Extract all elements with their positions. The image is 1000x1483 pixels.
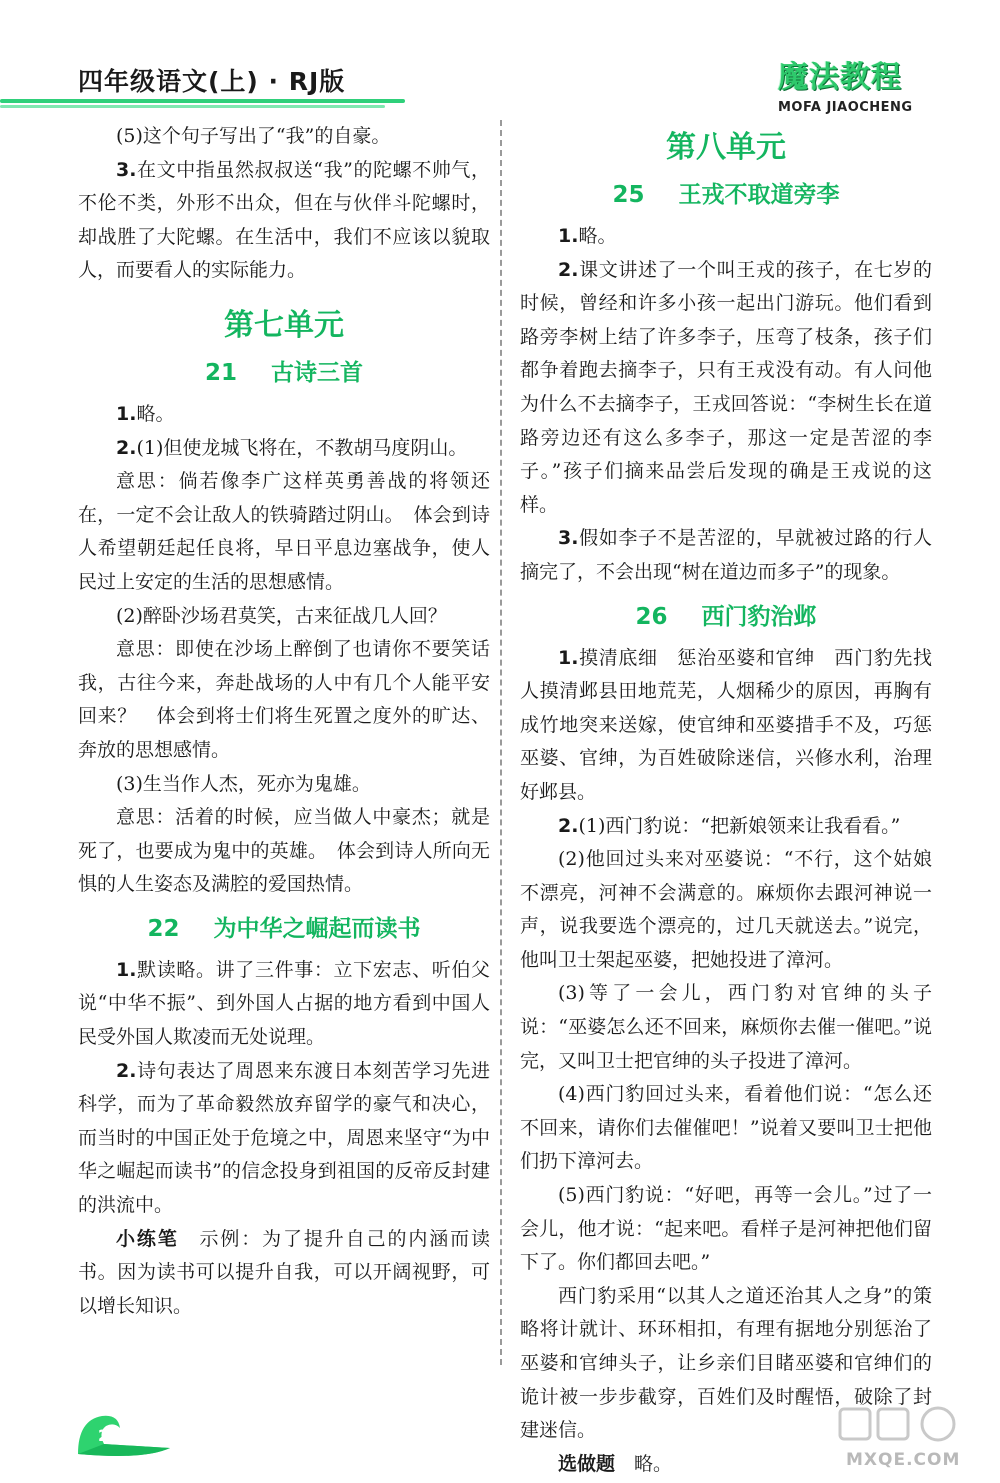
answer-paragraph: (2)醉卧沙场君莫笑，古来征战几人回？	[116, 604, 447, 627]
watermark-text: MXQE.COM	[846, 1450, 961, 1470]
answer-paragraph: (5)这个句子写出了“我”的自豪。	[116, 125, 391, 147]
answer-paragraph: 意思：活着的时候，应当做人中豪杰；就是死了，也要成为鬼中的英雄。 体会到诗人所向无惧的人生姿态及满腔的爱国热情。	[78, 806, 490, 896]
answer-paragraph: 3.假如李子不是苦涩的，早就被过路的行人摘完了，不会出现“树在道边而多子”的现象。	[520, 527, 932, 583]
answer-paragraph: 2.(1)西门豹说：“把新娘领来让我看看。”	[558, 814, 901, 837]
brand	[778, 52, 938, 115]
answer-paragraph: 1.默读略。讲了三件事：立下宏志、听伯父说“中华不振”、到外国人占据的地方看到中国人民受外国人欺凌而无处说理。	[78, 958, 490, 1049]
lesson-heading: 25 王戎不取道旁李	[612, 182, 840, 208]
header-rule	[0, 99, 405, 113]
column-divider	[500, 120, 502, 1365]
answer-paragraph: 小练笔 示例：为了提升自己的内涵而读书。因为读书可以提升自我，可以开阔视野，可以增长知识。	[78, 1227, 490, 1317]
answer-paragraph: 2.诗句表达了周恩来东渡日本刻苦学习先进科学，而为了革命毅然放弃留学的豪气和决心，而当时的中国正处于危境之中，周恩来坚守“为中华之崛起而读书”的信念投身到祖国的反帝反封建的洪流中。	[78, 1059, 490, 1217]
answer-paragraph: 1.略。	[116, 402, 175, 425]
answer-paragraph: 3.在文中指虽然叔叔送“我”的陀螺不帅气，不伦不类，外形不出众，但在与伙伴斗陀螺时，却战胜了大陀螺。在生活中，我们不应该以貌取人，而要看人的实际能力。	[78, 158, 490, 282]
left-column	[78, 120, 490, 1323]
answer-paragraph: 1.略。	[558, 225, 617, 247]
unit-heading: 第七单元	[224, 307, 344, 343]
answer-paragraph: 2.(1)但使龙城飞将在，不教胡马度阴山。	[116, 436, 468, 459]
answer-paragraph: (3)生当作人杰，死亦为鬼雄。	[116, 772, 371, 795]
right-column	[520, 120, 932, 1481]
answer-paragraph: (3)等了一会儿，西门豹对官绅的头子说：“巫婆怎么还不回来，麻烦你去催一催吧。”说完，又叫卫士把官绅的头子投进了漳河。	[520, 982, 932, 1072]
brand-logo: 魔法教程	[778, 60, 902, 95]
page-number: 272	[98, 1426, 132, 1445]
answer-paragraph: 西门豹采用“以其人之道还治其人之身”的策略将计就计、环环相扣，有理有据地分别惩治了巫婆和官绅头子，让乡亲们目睹巫婆和官绅们的诡计被一步步截穿，百姓们及时醒悟，破除了封建迷信。	[520, 1284, 932, 1442]
lesson-heading: 26 西门豹治邺	[635, 603, 817, 630]
answer-paragraph: (2)他回过头来对巫婆说：“不行，这个姑娘不漂亮，河神不会满意的。麻烦你去跟河神说一声，说我要选个漂亮的，过几天就送去。”说完，他叫卫士架起巫婆，把她投进了漳河。	[520, 848, 932, 971]
answer-paragraph: 选做题 略。	[558, 1452, 673, 1475]
answer-paragraph: 意思：即使在沙场上醉倒了也请你不要笑话我，古往今来，奔赴战场的人中有几个人能平安回来？ 体会到将士们将生死置之度外的旷达、奔放的思想感情。	[78, 638, 490, 761]
answer-paragraph: 意思：倘若像李广这样英勇善战的将领还在，一定不会让敌人的铁骑踏过阴山。 体会到诗人希望朝廷起任良将，早日平息边塞战争，使人民过上安定的生活的思想感情。	[78, 470, 490, 593]
lesson-heading: 22 为中华之崛起而读书	[147, 915, 421, 942]
answer-paragraph: (4)西门豹回过头来，看着他们说：“怎么还不回来，请你们去催催吧！”说着又要叫卫士把他们扔下漳河去。	[520, 1083, 932, 1173]
unit-heading: 第八单元	[666, 130, 786, 165]
answer-paragraph: (5)西门豹说：“好吧，再等一会儿。”过了一会儿，他才说：“起来吧。看样子是河神把他们留下了。你们都回去吧。”	[520, 1184, 932, 1274]
answer-paragraph: 1.摸清底细 惩治巫婆和官绅 西门豹先找人摸清邺县田地荒芜，人烟稀少的原因，再胸有成竹地突来送嫁，使官绅和巫婆措手不及，巧惩巫婆、官绅，为百姓破除迷信，兴修水利，治理好邺县。	[520, 646, 932, 803]
brand-subtitle: MOFA JIAOCHENG	[778, 100, 913, 115]
answer-paragraph: 2.课文讲述了一个叫王戎的孩子，在七岁的时候，曾经和许多小孩一起出门游玩。他们看到路旁李树上结了许多李子，压弯了枝条，孩子们都争着跑去摘李子，只有王戎没有动。有人问他为什么不去摘李子，王戎回答说：“李树生长在道路旁边还有这么多李子，那这一定是苦涩的李子。”孩子们摘来品尝后发现的确是王戎说的这样。	[520, 258, 932, 516]
lesson-heading: 21 古诗三首	[204, 359, 363, 386]
header-title: 四年级语文(上) · RJ版	[78, 67, 346, 96]
